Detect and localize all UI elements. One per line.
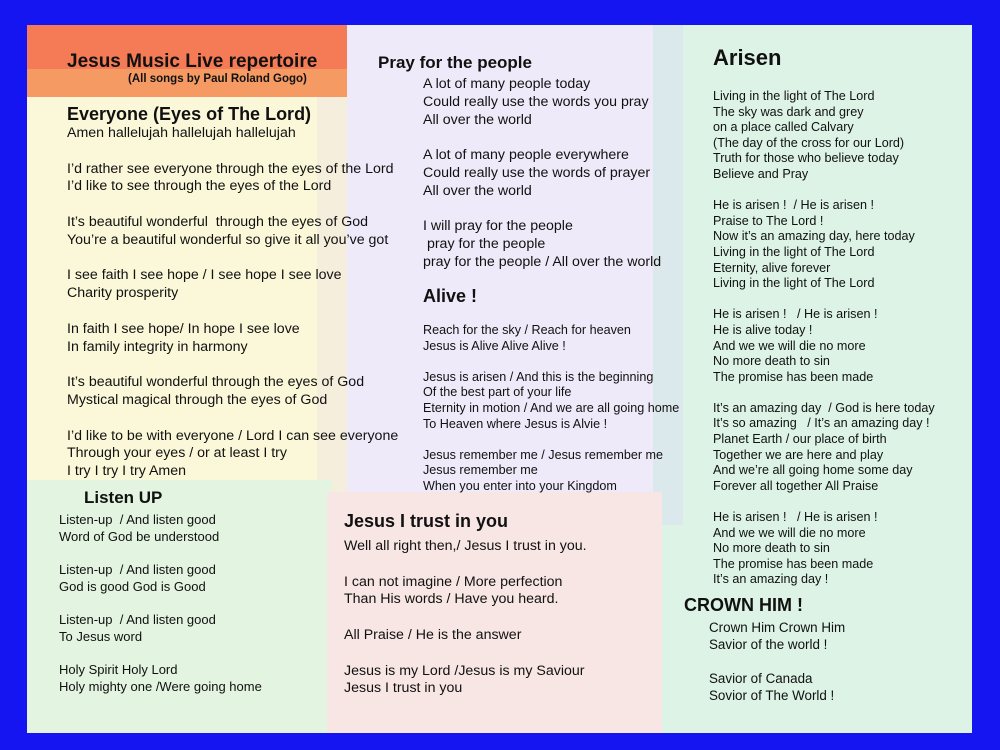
song-lyrics-trust: Well all right then,/ Jesus I trust in you. I can not imagine / More perfection Than His words / Have you heard. All Praise / He is the answer Jesus is my Lord /Jesus is my Saviour Jesus I trust in you (344, 538, 587, 697)
song-title-pray: Pray for the people (378, 53, 532, 72)
song-title-everyone: Everyone (Eyes of The Lord) (67, 104, 312, 124)
page-subtitle: (All songs by Paul Roland Gogo) (128, 73, 307, 85)
song-title-crown: CROWN HIM ! (684, 595, 803, 615)
song-lyrics-everyone: Amen hallelujah hallelujah hallelujah I’d rather see everyone through the eyes of the Lord I’d like to see through the eyes of the Lord It’s beautiful wonderful through the eyes of God You’re a beautiful wonderful so give it all you’ve got I see faith I see hope / I see hope I see love Charity prosperity In faith I see hope/ In hope I see love In family integrity in harmony It’s beautiful wonderful through the eyes of God Mystical magical through the eyes of God I’d like to be with everyone / Lord I can see everyone Through your eyes / or at least I try I try I try I try Amen (67, 125, 399, 480)
song-title-arisen: Arisen (713, 45, 782, 70)
page-title: Jesus Music Live repertoire (67, 51, 318, 72)
song-lyrics-arisen: Living in the light of The Lord The sky was dark and grey on a place called Calvary (The day of the cross for our Lord) Truth for those who believe today Believe and Pray He is arisen ! / He is arisen ! Praise to The Lord ! Now it’s an amazing day, here today Living in the light of The Lord Eternity, alive forever Living in the light of The Lord He is arisen ! / He is arisen ! He is alive today ! And we we will die no more No more death to sin The promise has been made It’s an amazing day / God is here today It’s so amazing / It’s an amazing day ! Planet Earth / our place of birth Together we are here and play And we’re all going home some day Forever all together All Praise He is arisen ! / He is arisen ! And we we will die no more No more death to sin The promise has been made It’s an amazing day ! (713, 89, 935, 587)
song-lyrics-crown: Crown Him Crown Him Savior of the world ! Savior of Canada Sovior of The World ! (709, 620, 846, 703)
song-sheet (27, 25, 972, 733)
song-title-trust: Jesus I trust in you (344, 511, 509, 531)
song-lyrics-listen: Listen-up / And listen good Word of God be understood Listen-up / And listen good God is good God is Good Listen-up / And listen good To Jesus word Holy Spirit Holy Lord Holy mighty one /Were going home (59, 512, 262, 695)
song-title-alive: Alive ! (423, 286, 478, 306)
song-lyrics-alive: Reach for the sky / Reach for heaven Jesus is Alive Alive Alive ! Jesus is arisen / And this is the beginning Of the best part of your life Eternity in motion / And we are all going home To Heaven where Jesus is Alvie ! Jesus remember me / Jesus remember me Jesus remember me When you enter into your Kingdom (423, 323, 680, 493)
song-title-listen: Listen UP (84, 488, 163, 507)
song-lyrics-pray: A lot of many people today Could really use the words you pray All over the world A lot of many people everywhere Could really use the words of prayer All over the world I will pray for the people pray for the people pray for the people / All over the world (423, 76, 662, 270)
